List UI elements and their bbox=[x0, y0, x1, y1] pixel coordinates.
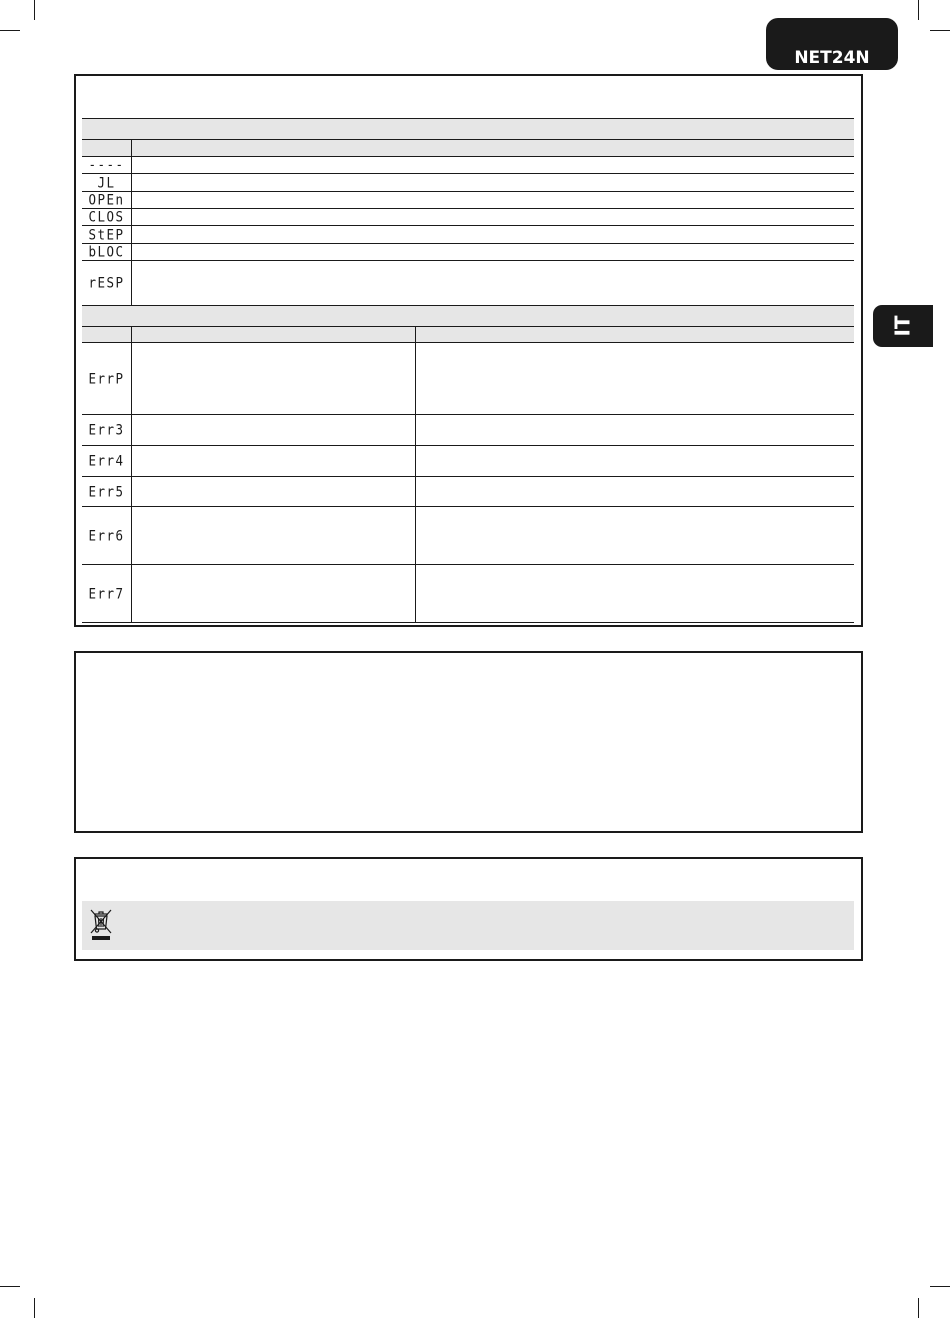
errors-table-section-header bbox=[82, 306, 854, 326]
table-rule bbox=[82, 225, 854, 226]
table-rule bbox=[82, 191, 854, 192]
commands-table-column-header bbox=[82, 140, 854, 156]
display-code-dashes: ---- bbox=[88, 155, 125, 174]
table-column-divider bbox=[131, 139, 132, 305]
table-rule bbox=[82, 564, 854, 565]
commands-table-section-header bbox=[82, 118, 854, 139]
table-rule bbox=[82, 118, 854, 119]
error-code-err3: Err3 bbox=[88, 420, 125, 439]
display-code-resp: rESP bbox=[88, 273, 125, 292]
crop-mark bbox=[918, 0, 919, 20]
language-tab bbox=[873, 305, 933, 347]
error-code-errp: ErrP bbox=[88, 369, 125, 388]
display-code-bloc: bLOC bbox=[88, 242, 125, 261]
table-rule bbox=[82, 506, 854, 507]
crop-mark bbox=[0, 1286, 20, 1287]
table-rule bbox=[82, 243, 854, 244]
table-rule bbox=[82, 445, 854, 446]
crop-mark bbox=[918, 1298, 919, 1318]
table-rule bbox=[82, 414, 854, 415]
display-code-clos: CLOS bbox=[88, 207, 125, 226]
table-rule bbox=[82, 156, 854, 157]
display-code-jl: JL bbox=[97, 173, 116, 192]
errors-table-column-header bbox=[82, 327, 854, 342]
error-code-err7: Err7 bbox=[88, 584, 125, 603]
display-code-open: OPEn bbox=[88, 190, 125, 209]
product-label-tab bbox=[766, 18, 898, 70]
table-column-divider bbox=[415, 326, 416, 622]
language-label: IT bbox=[891, 315, 915, 337]
table-rule bbox=[82, 260, 854, 261]
table-rule bbox=[82, 622, 854, 623]
crop-mark bbox=[930, 1286, 950, 1287]
notes-box bbox=[74, 651, 863, 833]
disposal-panel bbox=[82, 901, 854, 950]
error-code-err6: Err6 bbox=[88, 526, 125, 545]
table-rule bbox=[82, 326, 854, 327]
product-label: NET24N bbox=[794, 48, 870, 68]
display-code-step: StEP bbox=[88, 225, 125, 244]
crop-mark bbox=[0, 30, 20, 31]
table-rule bbox=[82, 173, 854, 174]
error-code-err5: Err5 bbox=[88, 482, 125, 501]
table-rule bbox=[82, 476, 854, 477]
table-rule bbox=[82, 208, 854, 209]
crop-mark bbox=[930, 30, 950, 31]
error-code-err4: Err4 bbox=[88, 451, 125, 470]
table-rule bbox=[82, 139, 854, 140]
crop-mark bbox=[34, 1298, 35, 1318]
crossed-out-wheelie-bin-icon bbox=[89, 907, 113, 941]
table-column-divider bbox=[131, 326, 132, 622]
table-rule bbox=[82, 342, 854, 343]
crop-mark bbox=[34, 0, 35, 20]
